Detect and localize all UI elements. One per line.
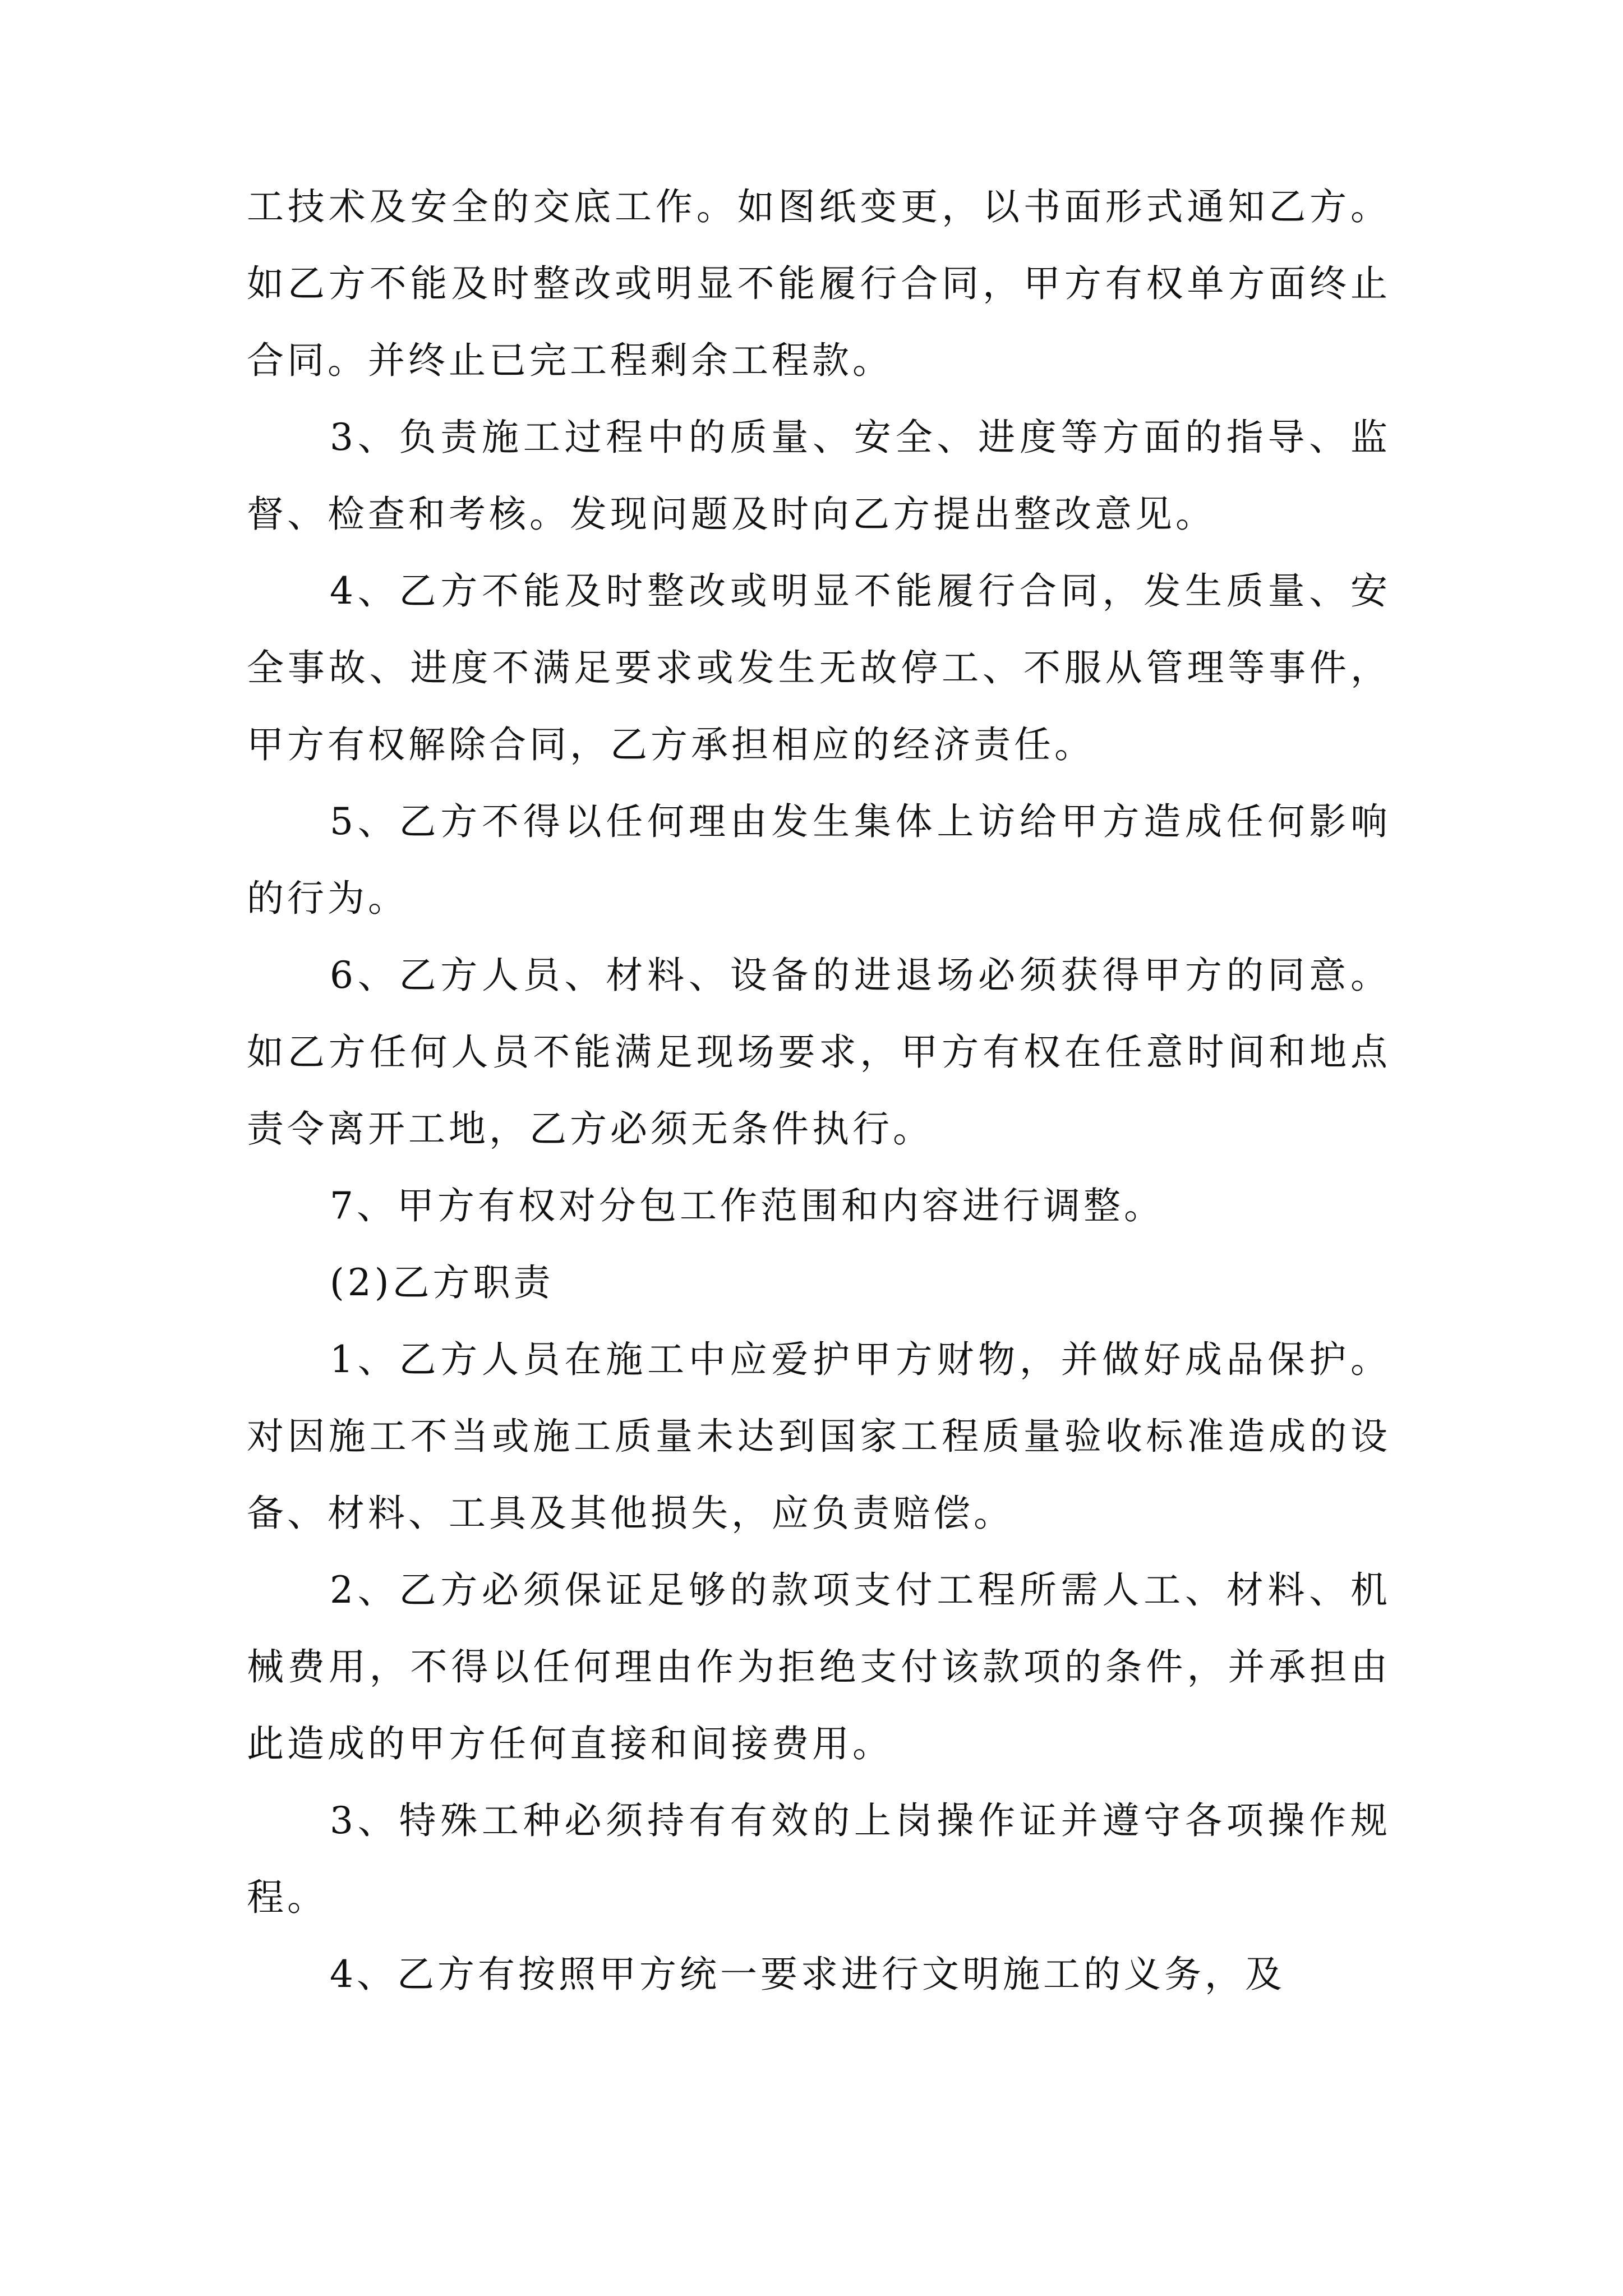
paragraph-item-6: 6、乙方人员、材料、设备的进退场必须获得甲方的同意。如乙方任何人员不能满足现场要求，甲方有权在任意时间和地点责令离开工地，乙方必须无条件执行。 [247, 954, 1391, 1151]
section-heading-party-b-duties: (2)乙方职责 [330, 1261, 554, 1304]
paragraph-b-item-1: 1、乙方人员在施工中应爱护甲方财物，并做好成品保护。对因施工不当或施工质量未达到国家工程质量验收标准造成的设备、材料、工具及其他损失，应负责赔偿。 [247, 1338, 1391, 1535]
paragraph-item-3: 3、负责施工过程中的质量、安全、进度等方面的指导、监督、检查和考核。发现问题及时向乙方提出整改意见。 [247, 416, 1391, 536]
paragraph-item-7: 7、甲方有权对分包工作范围和内容进行调整。 [330, 1184, 1164, 1227]
document-page [247, 168, 1391, 2013]
paragraph-continuation: 工技术及安全的交底工作。如图纸变更，以书面形式通知乙方。如乙方不能及时整改或明显不能履行合同，甲方有权单方面终止合同。并终止已完工程剩余工程款。 [247, 185, 1391, 382]
paragraph-b-item-4: 4、乙方有按照甲方统一要求进行文明施工的义务，及 [330, 1953, 1285, 1996]
paragraph-b-item-3: 3、特殊工种必须持有有效的上岗操作证并遵守各项操作规程。 [247, 1799, 1391, 1919]
paragraph-b-item-2: 2、乙方必须保证足够的款项支付工程所需人工、材料、机械费用，不得以任何理由作为拒绝支付该款项的条件，并承担由此造成的甲方任何直接和间接费用。 [247, 1568, 1391, 1765]
paragraph-item-4: 4、乙方不能及时整改或明显不能履行合同，发生质量、安全事故、进度不满足要求或发生无故停工、不服从管理等事件，甲方有权解除合同，乙方承担相应的经济责任。 [247, 569, 1391, 766]
paragraph-item-5: 5、乙方不得以任何理由发生集体上访给甲方造成任何影响的行为。 [247, 800, 1391, 920]
